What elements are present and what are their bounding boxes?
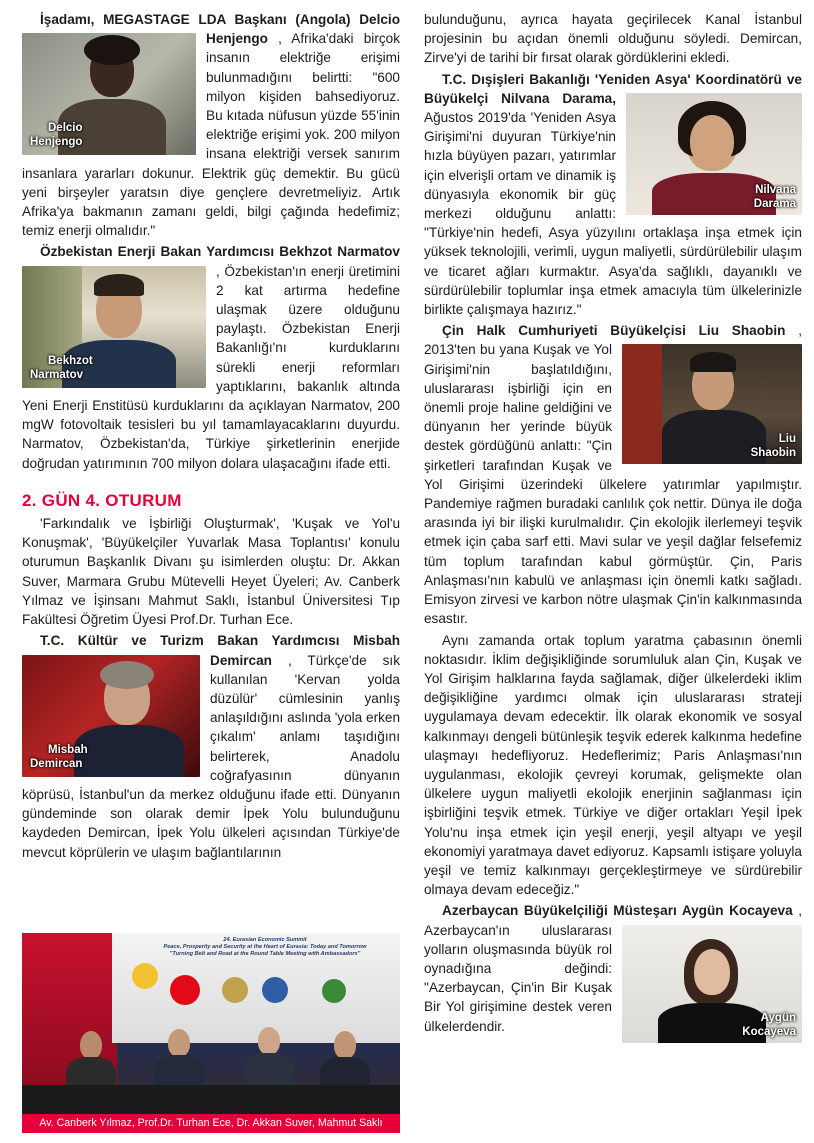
narmatov-photo bbox=[22, 266, 206, 388]
darama-text: Ağustos 2019'da 'Yeniden Asya Girişimi'ni duyuran Türkiye'nin hızla büyüyen pazarı, yatırımlar için elverişli ortam ve dinamik iş dünyasıyla ekonomik bir güç merkezi olduğunu anlattı: "Türkiye'nin hedefi, Asya yüzyılını ortaklaşa inşa etmek için yüksek teknolojili, verimli, uygun maliyetli, sürdürülebilir ulaşım ve ticaret ağları kurmaktır. Asya'da sağlıklı, dayanıklı ve sürdürülebilir toplumlar inşa etmek amacıyla tüm ülkelerinizle birlikte çalışmaya hazırız." bbox=[424, 110, 802, 318]
section-heading: 2. GÜN 4. OTURUM bbox=[22, 490, 182, 510]
sponsor-logo bbox=[222, 977, 248, 1003]
sponsor-logo bbox=[132, 963, 158, 989]
left-column bbox=[22, 10, 400, 862]
sponsor-logo bbox=[262, 977, 288, 1003]
darama-caption: Nilvana Darama bbox=[753, 183, 796, 210]
kocayeva-speaker: Azerbaycan Büyükelçiliği Müsteşarı Aygün Kocayeva bbox=[442, 903, 793, 919]
turkish-flag-logo bbox=[170, 975, 200, 1005]
narmatov-text: , Özbekistan'ın enerji üretimini 2 kat artırma hedefine ulaşmak üzere olduğunu paylaştı. Özbekistan Enerji Bakanlığı'nı kurduklarını sürekli enerji reformları yaptıklarını, bakanlık altında Yeni Enerji Enstitüsü kurduklarını da açıklayan Narmatov, 200 mgW fotovoltaik tesisleri bu yıl tamamlayacaklarını duyurdu. Narmatov, Özbekistan'da, Türkiye şirketlerinin enerjide doğrudan yatırımının 700 milyon dolara ulaşacağını ifade etti. bbox=[22, 263, 400, 471]
kocayeva-text: , Azerbaycan'ın uluslararası yolların oluşmasında büyük rol oynadığına değindi: "Azerbaycan, Çin'in Bir Kuşak Bir Yol girişimine destek veren ülkelerdendir. bbox=[424, 903, 803, 1034]
kocayeva-paragraph bbox=[424, 901, 803, 1038]
darama-photo bbox=[626, 93, 802, 215]
liu-paragraph-2: Aynı zamanda ortak toplum yaratma çabasının önemli noktasıdır. İklim değişikliğinde sorumluluk alan Çin, Kuşak ve Yol Girişim halklarına fayda sağlamak, diğer ülkelerdeki iklim değişikliğine yardımcı olmak için uluslararası strateji uygulamaya devam edecektir. İlk olarak ekonomik ve sosyal kalkınmayı dengeli bütünleşik teşvik ederek kalkınma hedefine ulaşmayı hedefliyoruz. Hedeflerimiz; Paris Anlaşması'nın uygulanması, ekolojik çevreyi korumak, gelişmekte olan ülkelere uygun maliyetli ekolojik enerjinin sağlanması için işbirliğini teşvik etmek. Türkiye ve diğer ortakları Yeşil İpek Yolu'nu inşa etmek için yeşil enerji, yeşil altyapı ve yeşil ekonomiyi yaratmaya davet ediyoruz. Kapsamlı istişare yoluyla yeşil ve temiz kalkınmayı gerçekleştirmeye ve sürdürebilir olmaya devam edeceğiz." bbox=[424, 632, 802, 898]
demircan-caption: Misbah Demircan bbox=[30, 743, 88, 770]
liu-photo bbox=[622, 344, 802, 464]
sponsor-logo bbox=[322, 979, 346, 1003]
darama-speaker: T.C. Dışişleri Bakanlığı 'Yeniden Asya' Koordinatörü ve Büyükelçi Nilvana Darama, bbox=[424, 71, 802, 106]
liu-caption: Liu Shaobin bbox=[750, 433, 796, 460]
delcio-paragraph bbox=[22, 10, 400, 240]
narmatov-paragraph bbox=[22, 242, 400, 472]
summit-banner-text: 24. Eurasian Economic Summit Peace, Prosperity and Security at the Heart of Eurasia: Today and Tomorrow "Turning Belt and Road at the Round Table Meeting with Ambassadors" bbox=[163, 937, 367, 957]
panelist bbox=[168, 1029, 190, 1057]
liu-paragraph bbox=[424, 321, 802, 628]
liu-text: , 2013'ten bu yana Kuşak ve Yol Girişimi'nin başlatıldığını, uluslararası işbirliği için en önemli proje haline geldiğini ve dünyanın her yerinde büyük destek gördüğünü anlattı: "Çin şirketleri tarafından Kuşak ve Yol Girişimi üzerindeki ülkelere yatırımlar yapılmıştır. Pandemiye rağmen buradaki canlılık çok nettir. Dünya ile doğa arasında iyi bir ilişki kurulmalıdır. Çin ekolojik ilerlemeyi teşvik etmek için çaba sarf etti. Mavi sular ve yeşil dağlar felsefemiz tüm toplum tarafından kabul görmüştür. Çin, Paris Anlaşması'nın kabulü ve anlaşması için önemli katkı sağladı. Emisyon zirvesi ve karbon nötre ulaşmak Çin'in kalkınmasında esastır. bbox=[424, 323, 803, 627]
narmatov-speaker: Özbekistan Enerji Bakan Yardımcısı Bekhzot Narmatov bbox=[40, 244, 400, 260]
session-paragraph: 'Farkındalık ve İşbirliği Oluşturmak', 'Kuşak ve Yol'u Konuşmak', 'Büyükelçiler Yuvarlak Masa Toplantısı' konulu oturumun Başkanlık Divanı şu isimlerden oluştu: Dr. Akkan Suver, Marmara Grubu Mütevelli Heyet Üyeleri; Av. Canberk Yılmaz ve İşinsanı Mahmut Saklı, İstanbul Üniversitesi Tıp Fakültesi Öğretim Üyesi Prof.Dr. Turhan Ece. bbox=[22, 516, 400, 628]
delcio-speaker: İşadamı, MEGASTAGE LDA Başkanı (Angola) Delcio Henjengo bbox=[40, 12, 400, 47]
narmatov-caption: Bekhzot Narmatov bbox=[30, 354, 93, 381]
right-column bbox=[424, 10, 802, 1047]
kocayeva-caption: Aygün Kocayeva bbox=[742, 1011, 796, 1038]
delcio-text: , Afrika'daki birçok insanın elektriğe erişimi bulunmadığını belirtti: "600 milyon kişiden bahsediyoruz. Bu kıtada nüfusun yüzde 55'inin elektriğe erişimi yok. 200 milyon insana elektriği versek sanırım insanlara yararları dokunur. Elektrik güç demektir. Bu gücü yeni birşeyler yaratsın diye gençlere devretmeliyiz. Artık Afrika'ya bakmanın zamanı geldi, bilgi çağında hedefimiz; temiz enerji olmalıdır." bbox=[22, 31, 401, 239]
liu-speaker: Çin Halk Cumhuriyeti Büyükelçisi Liu Shaobin bbox=[442, 323, 786, 339]
demircan-photo bbox=[22, 655, 200, 777]
demircan-continued: bulunduğunu, ayrıca hayata geçirilecek Kanal İstanbul projesinin bu açıdan önemli olduğunu söyledi. Demircan, Zirve'yi de tarihi bir fırsat olarak gördüklerini ekledi. bbox=[424, 12, 802, 66]
demircan-speaker: T.C. Kültür ve Turizm Bakan Yardımcısı Misbah Demircan bbox=[40, 633, 400, 668]
panel-group-photo bbox=[22, 933, 400, 1133]
demircan-paragraph bbox=[22, 631, 400, 861]
darama-paragraph bbox=[424, 70, 802, 320]
group-photo-caption: Av. Canberk Yılmaz, Prof.Dr. Turhan Ece, Dr. Akkan Suver, Mahmut Saklı bbox=[22, 1114, 400, 1133]
kocayeva-photo bbox=[622, 925, 802, 1043]
delcio-photo bbox=[22, 33, 196, 155]
panelist bbox=[80, 1031, 102, 1059]
panelist bbox=[258, 1027, 280, 1055]
panelist bbox=[334, 1031, 356, 1059]
delcio-caption: Delcio Henjengo bbox=[30, 122, 83, 149]
demircan-text: , Türkçe'de sık kullanılan 'Kervan yolda düzülür' cümlesinin yanlış anlaşıldığını aslında 'yola erken çıkalım' anlamı taşıdığını belirterek, Anadolu coğrafyasının dünyanın köprüsü, İstanbul'un da merkez olduğunu ifade etti. Dünyanın gündeminde son olarak demir İpek Yolu bulunduğunu kaydeden Demircan, İpek Yolu ülkeleri açısından Türkiye'de mevcut köprülerin ve ulaşım bağlantılarının bbox=[22, 652, 401, 860]
